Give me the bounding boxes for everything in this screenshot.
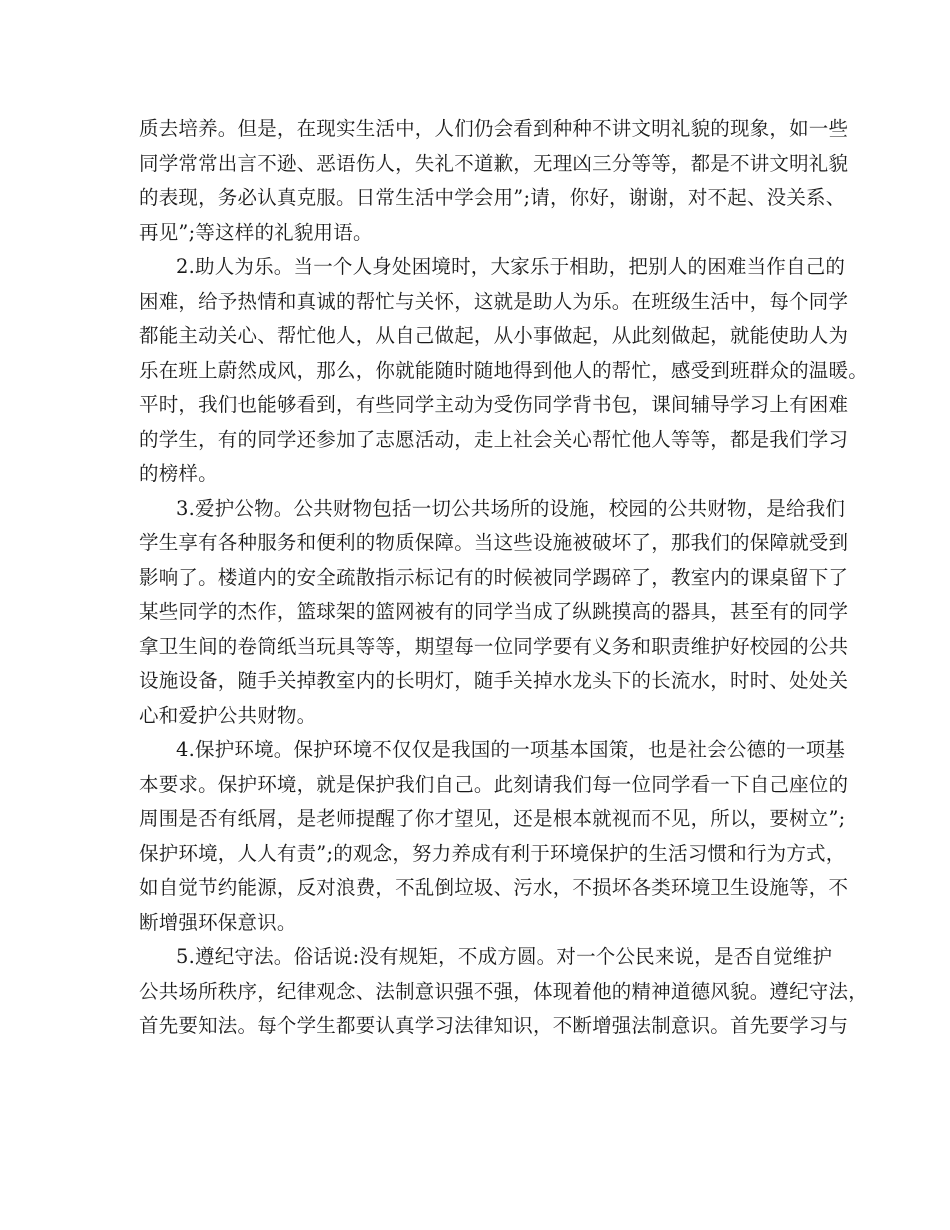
text-line: 平时，我们也能够看到，有些同学主动为受伤同学背书包，课间辅导学习上有困难 — [139, 393, 849, 416]
text-line: 乐在班上蔚然成风，那么，你就能随时随地得到他人的帮忙，感受到班群众的温暖。 — [139, 358, 868, 382]
text-line: 设施设备，随手关掉教室内的长明灯，随手关掉水龙头下的长流水，时时、处处关 — [139, 669, 849, 692]
document-body — [139, 112, 868, 1044]
paragraph — [139, 112, 849, 250]
text-line: 断增强环保意识。 — [139, 910, 297, 934]
text-line: 保护环境，人人有责”;的观念，努力养成有利于环境保护的生活习惯和行为方式， — [139, 841, 846, 865]
text-line: 的榜样。 — [139, 462, 218, 485]
text-line: 都能主动关心、帮忙他人，从自己做起，从小事做起，从此刻做起，就能使助人为 — [139, 324, 849, 347]
paragraph — [139, 940, 868, 1044]
text-line: 同学常常出言不逊、恶语伤人，失礼不道歉，无理凶三分等等，都是不讲文明礼貌 — [139, 151, 849, 175]
text-line: 2.助人为乐。当一个人身处困境时，大家乐于相助，把别人的困难当作自己的 — [176, 255, 846, 278]
text-line: 公共场所秩序，纪律观念、法制意识强不强，体现着他的精神道德风貌。遵纪守法， — [139, 979, 868, 1003]
text-line: 5.遵纪守法。俗话说:没有规矩，不成方圆。对一个公民来说，是否自觉维护 — [176, 945, 833, 968]
text-line: 学生享有各种服务和便利的物质保障。当这些设施被破坏了，那我们的保障就受到 — [139, 531, 849, 554]
text-line: 质去培养。但是，在现实生活中，人们仍会看到种种不讲文明礼貌的现象，如一些 — [139, 117, 849, 140]
text-line: 周围是否有纸屑，是老师提醒了你才望见，还是根本就视而不见，所以，要树立”; — [139, 807, 846, 830]
text-line: 影响了。楼道内的安全疏散指示标记有的时候被同学踢碎了，教室内的课桌留下了 — [139, 565, 849, 589]
text-line: 首先要知法。每个学生都要认真学习法律知识，不断增强法制意识。首先要学习与 — [139, 1014, 849, 1037]
text-line: 心和爱护公共财物。 — [139, 703, 317, 727]
text-line: 的学生，有的同学还参加了志愿活动，走上社会关心帮忙他人等等，都是我们学习 — [139, 427, 849, 451]
text-line: 困难，给予热情和真诚的帮忙与关怀，这就是助人为乐。在班级生活中，每个同学 — [139, 289, 849, 313]
text-line: 3.爱护公物。公共财物包括一切公共场所的设施，校园的公共财物，是给我们 — [176, 496, 846, 520]
text-line: 的表现，务必认真克服。日常生活中学会用”;请，你好，谢谢，对不起、没关系、 — [139, 186, 846, 209]
paragraph — [139, 733, 849, 940]
text-line: 本要求。保护环境，就是保护我们自己。此刻请我们每一位同学看一下自己座位的 — [139, 772, 849, 796]
text-line: 如自觉节约能源，反对浪费，不乱倒垃圾、污水，不损坏各类环境卫生设施等，不 — [139, 876, 849, 899]
text-line: 4.保护环境。保护环境不仅仅是我国的一项基本国策，也是社会公德的一项基 — [176, 738, 846, 761]
text-line: 拿卫生间的卷筒纸当玩具等等，期望每一位同学要有义务和职责维护好校园的公共 — [139, 634, 849, 658]
text-line: 某些同学的杰作，篮球架的篮网被有的同学当成了纵跳摸高的器具，甚至有的同学 — [139, 600, 849, 623]
paragraph — [139, 250, 868, 492]
text-line: 再见”;等这样的礼貌用语。 — [139, 220, 373, 244]
paragraph — [139, 492, 849, 734]
